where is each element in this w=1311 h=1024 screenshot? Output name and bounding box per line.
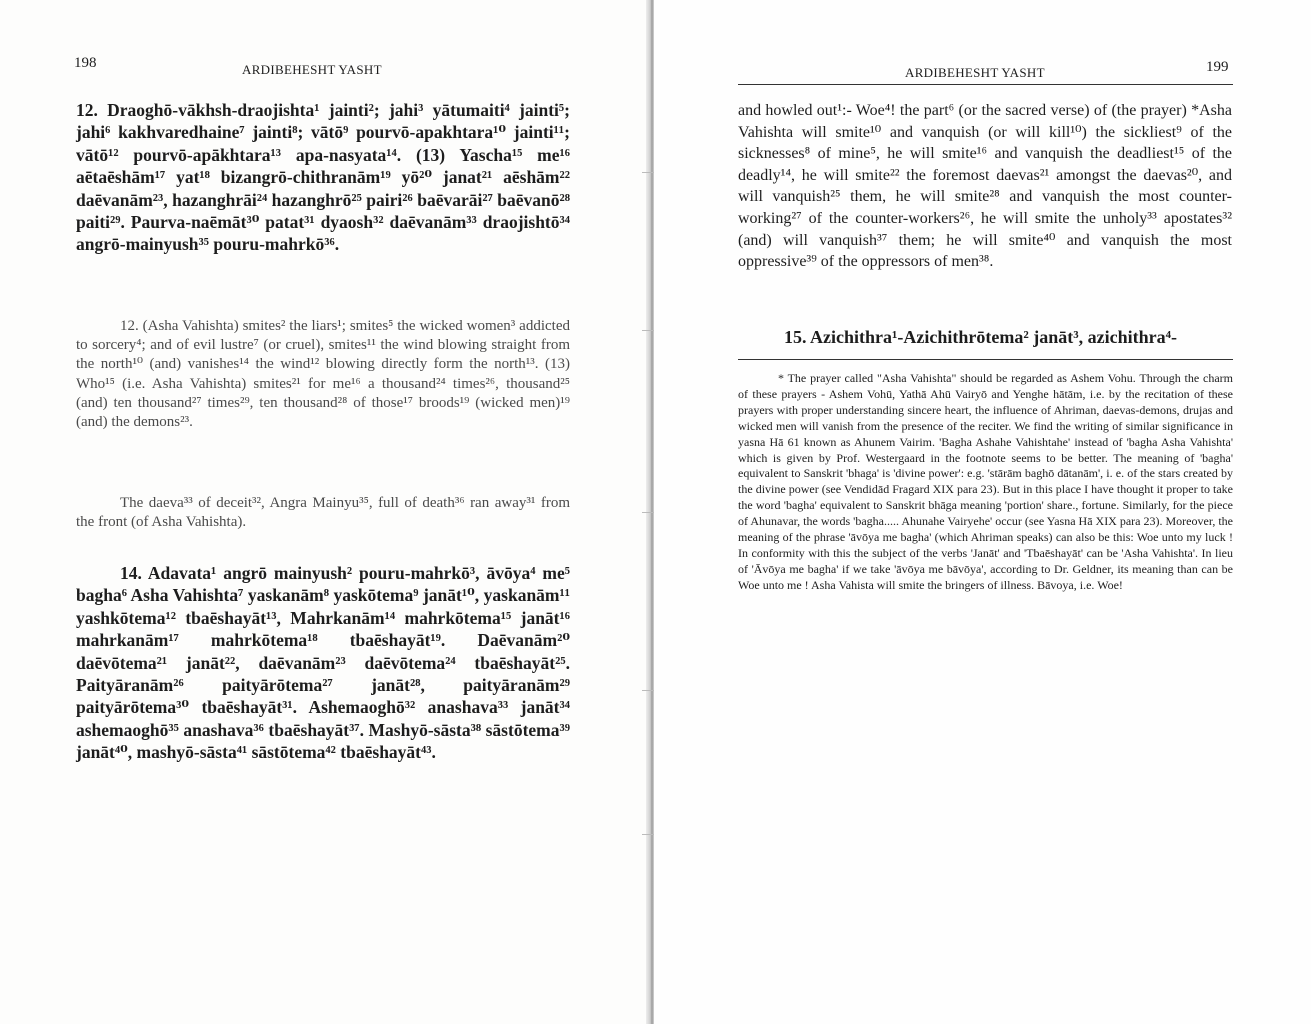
header-rule [738,84,1233,85]
left-page [0,0,650,1024]
right-running-head: ARDIBEHESHT YASHT [905,65,1045,80]
right-page-number: 199 [1206,59,1229,75]
verse-12-avesta: 12. Draoghō-vākhsh-draojishta¹ jainti²; jahi³ yātumaiti⁴ jainti⁵; jahi⁶ kakhvaredhaine⁷ jainti⁸; vātō⁹ pourvō-apakhtara¹⁰ jainti¹¹; vātō¹² pourvō-apākhtara¹³ apa-nasyata¹⁴. (13) Yascha¹⁵ me¹⁶ aētaēshām¹⁷ yat¹⁸ bizangrō-chithranām¹⁹ yō²⁰ janat²¹ aēshām²² daēvanām²³, hazanghrāi²⁴ hazanghrō²⁵ pairi²⁶ baēvarāi²⁷ baēvanō²⁸ paiti²⁹. Paurva-naēmāt³⁰ patat³¹ dyaosh³² daēvanām³³ draojishtō³⁴ angrō-mainyush³⁵ pouru-mahrkō³⁶. [76,100,570,255]
verse-14-translation: and howled out¹:- Woe⁴! the part⁶ (or the sacred verse) of (the prayer) *Asha Vahishta will smite¹⁰ and vanquish (or will kill¹⁰) the sickliest⁹ of the sicknesses⁸ of mine⁵, he will smite¹⁶ and vanquish the deadliest¹⁵ of the deadly¹⁴, he will smite²² the foremost daevas²¹ amongst the daevas²⁰, and will vanquish²⁵ them, he will smite²⁸ and vanquish the most counter-working²⁷ of the counter-workers²⁶, he will smite the unholy³³ apostates³² (and) will vanquish³⁷ them; he will smite⁴⁰ and vanquish the most oppressive³⁹ of the oppressors of men³⁸. [738,102,1232,271]
verse-15-heading: 15. Azichithra¹-Azichithrōtema² janāt³, azichithra⁴- [784,327,1178,347]
verse-12-translation: 12. (Asha Vahishta) smites² the liars¹; smites⁵ the wicked women³ addicted to sorcery⁴; and of evil lustre⁷ (or cruel), smites¹¹ the wind blowing straight from the north¹⁰ (and) vanishes¹⁴ the wind¹² blowing directly form the north¹³. (13) Who¹⁵ (i.e. Asha Vahishta) smites²¹ for me¹⁶ a thousand²⁴ times²⁶, thousand²⁵ (and) ten thousand²⁷ times²⁹, ten thousand²⁸ of those¹⁷ broods¹⁹ (wicked men)¹⁹ (and) the demons²³. [76,318,570,431]
left-running-head: ARDIBEHESHT YASHT [242,62,382,77]
footnote-rule [738,359,1233,360]
left-page-number: 198 [74,55,97,71]
footnote: * The prayer called "Asha Vahishta" should be regarded as Ashem Vohu. Through the charm of these prayers - Ashem Vohū, Yathā Ahū Vairyō and Yenghe hātām, i.e. by the recitation of these prayers with proper understanding sincere heart, the influence of Ahriman, daevas-demons, drujas and wicked men will vanish from the presence of the reciter. We find the writing of similar significance in yasna Hā 61 known as Ahunem Vairim. 'Bagha Ashahe Vahishtahe' instead of 'bagha Asha Vahishta' which is given by Prof. Westergaard in the footnote seems to be better. The meaning of 'bagha' equivalent to Sanskrit 'bhaga' is 'divine power': e.g. 'stārām baghō dātanām', i. e. of the stars created by the divine power (see Vendidād Fragard XIX para 23). But in this place I have thought it proper to take the word 'bagha' equivalent to Sanskrit bhāga meaning 'portion' share., fortune. Similarly, for the piece of Ahunavar, the words 'bagha..... Ahunahe Vairyehe' occur (see Yasna Hā XIX para 23). Moreover, the meaning of the phrase 'āvōya me bagha' (which Ahriman speaks) can also be this: Woe unto my luck ! In conformity with this the subject of the verbs 'Janāt' and 'Tbaēshayāt' can be 'Asha Vahishta'. In lieu of 'Āvōya me bagha' if we take 'āvōya me bāvōya', according to Dr. Geldner, its meaning than can be Woe unto me ! Asha Vahista will smite the bringers of illness. Bāvoya, i.e. Woe! [738,371,1233,592]
verse-13-translation: The daeva³³ of deceit³², Angra Mainyu³⁵, full of death³⁶ ran away³¹ from the front (of Asha Vahishta). [76,495,570,531]
right-page [654,0,1311,1024]
verse-14-avesta: 14. Adavata¹ angrō mainyush² pouru-mahrkō³, āvōya⁴ me⁵ bagha⁶ Asha Vahishta⁷ yaskanām⁸ yaskōtema⁹ janāt¹⁰, yaskanām¹¹ yashkōtema¹² tbaēshayāt¹³, Mahrkanām¹⁴ mahrkōtema¹⁵ janāt¹⁶ mahrkanām¹⁷ mahrkōtema¹⁸ tbaēshayāt¹⁹. Daēvanām²⁰ daēvōtema²¹ janāt²², daēvanām²³ daēvōtema²⁴ tbaēshayāt²⁵. Paityāranām²⁶ paityārōtema²⁷ janāt²⁸, paityāranām²⁹ paityārōtema³⁰ tbaēshayāt³¹. Ashemaoghō³² anashava³³ janāt³⁴ ashemaoghō³⁵ anashava³⁶ tbaēshayāt³⁷. Mashyō-sāsta³⁸ sāstōtema³⁹ janāt⁴⁰, mashyō-sāsta⁴¹ sāstōtema⁴² tbaēshayāt⁴³. [76,563,570,763]
